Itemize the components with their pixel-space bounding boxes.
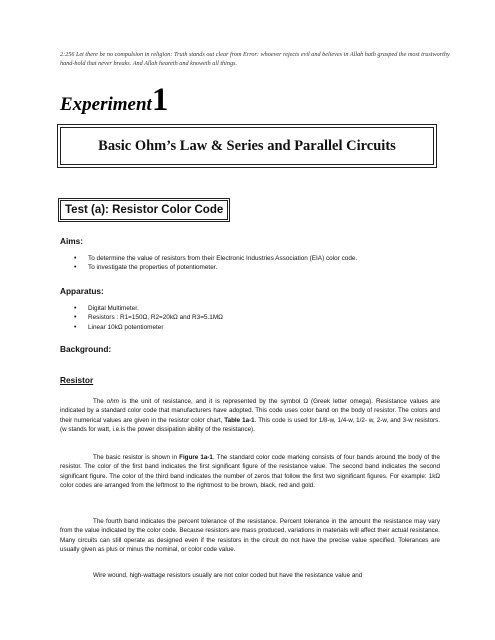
text-run: The basic resistor is shown in [93, 454, 180, 461]
list-item: • Digital Multimeter. [74, 304, 454, 313]
text-run: . The standard color code marking consists of four bands around the body of the resistor. The color of the first band indicates the first significant figure of the resistance value. The second band indicates the second significant figure. The color of the third band indicates the number of zeros that follow the first two significant figures. For example: 1kΩ color codes are arranged from the leftmost to the rightmost to be brown, black, red and gold. [60, 454, 441, 489]
test-title: Test (a): Resistor Color Code [65, 204, 224, 216]
paragraph-wire-wound: Wire wound, high-wattage resistors usually are not color coded but have the resistance value and [93, 572, 363, 579]
list-item: • To investigate the properties of potentiometer. [74, 263, 454, 272]
paragraph-tolerance: The fourth band indicates the percent tolerance of the resistance. Percent tolerance in the amount the resistance may vary from the value indicated by the color code. Because resistors are mass produced, variations in materials will affect their actual resistance. Many circuits can still operate as designed even if the resistors in the circuit do not have the precise value specified. Tolerances are usually given as plus or minus the nominal, or color code value. [60, 518, 440, 553]
experiment-word: Experiment [60, 94, 152, 115]
aims-list [74, 254, 454, 273]
list-item: • Linear 10kΩ potentiometer [74, 323, 454, 332]
aims-heading: Aims: [60, 236, 84, 246]
experiment-number: 1 [151, 82, 169, 118]
paragraph-basic-resistor [60, 453, 440, 490]
text-run: . This code is used for 1/8-w, 1/4-w, 1/2- w, 2-w, and 3-w resistors.(w stands for watt, i.e.is the power dissipation ability of the resistance). [60, 416, 441, 433]
background-heading: Background: [60, 344, 112, 354]
quran-quote: 2:256 Let there be no compulsion in religion: Truth stands out clear from Error: whoever rejects evil and believes in Allah hath grasped the most trustworthy hand-hold that never breaks. And Allah heareth and knoweth all things. [60, 51, 450, 67]
ohm-term: ohm [106, 398, 119, 405]
list-item: • Resistors : R1=150Ω, R2=20kΩ and R3=5.1MΩ [74, 313, 454, 322]
resistor-heading: Resistor [60, 375, 94, 385]
text-run: is the unit of resistance, and it is represented by the symbol Ω (Greek letter omega). Resistance values are indicated by a standard color code that manufacturers have adopted. This code uses color band on the body of resistor. The colors and their numerical values are given in the resistor color chart, [60, 398, 440, 424]
apparatus-heading: Apparatus: [60, 286, 104, 296]
experiment-heading [60, 82, 169, 118]
table-reference: Table 1a-1 [224, 416, 255, 424]
main-title: Basic Ohm’s Law & Series and Parallel Circuits [98, 137, 396, 154]
main-title-box [60, 127, 434, 165]
figure-reference: Figure 1a-1 [179, 454, 213, 461]
apparatus-list [74, 304, 454, 332]
list-item: • To determine the value of resistors from their Electronic Industries Association (EIA) color code. [74, 254, 454, 263]
text-run: The [93, 398, 107, 405]
test-title-box [60, 200, 228, 220]
paragraph-ohm [60, 397, 440, 434]
